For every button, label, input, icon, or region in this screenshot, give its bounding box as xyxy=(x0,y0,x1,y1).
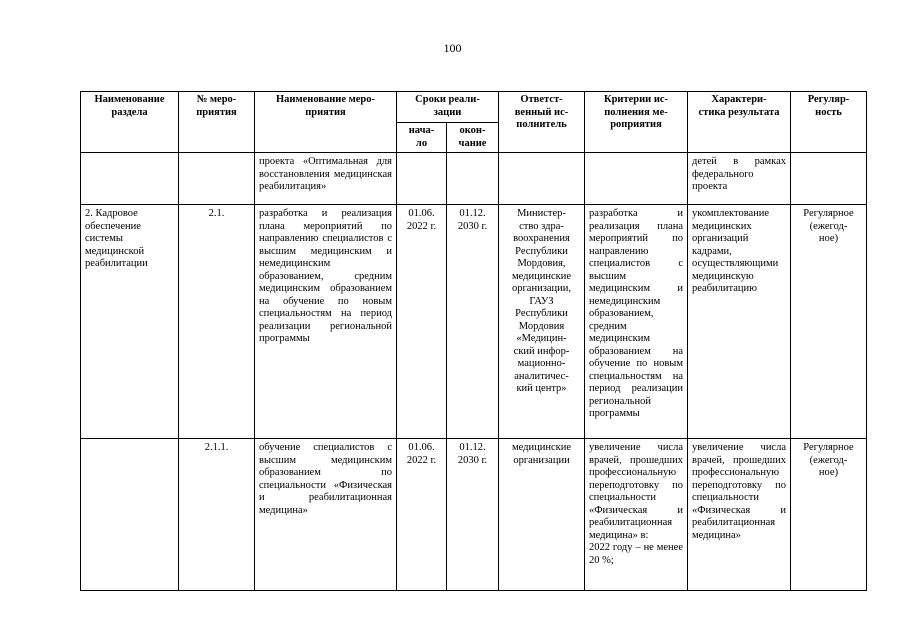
row-start: 01.06. 2022 г. xyxy=(397,205,447,439)
header-result: Характери- стика результата xyxy=(688,92,791,153)
row-no xyxy=(179,153,255,205)
header-event-name: Наименование меро- приятия xyxy=(255,92,397,153)
row-end xyxy=(447,153,499,205)
row-executor xyxy=(499,153,585,205)
row-criteria xyxy=(585,153,688,205)
table-row xyxy=(81,439,867,591)
row-section xyxy=(81,153,179,205)
row-end: 01.12. 2030 г. xyxy=(447,205,499,439)
header-criteria: Критерии ис- полнения ме- роприятия xyxy=(585,92,688,153)
row-result: укомплектование медицинских организаций кадрами, осуществляющими медицинскую реабилитацию xyxy=(688,205,791,439)
header-executor: Ответст- венный ис- полнитель xyxy=(499,92,585,153)
table-row xyxy=(81,153,867,205)
row-result: увеличение числа врачей, прошедших профессиональную переподготовку по специальности «Физическая и реабилитационная медицина» xyxy=(688,439,791,591)
events-table xyxy=(80,91,867,591)
page-number: 100 xyxy=(443,41,462,55)
table-row xyxy=(81,205,867,439)
header-period: Сроки реали- зации xyxy=(397,92,499,123)
row-section xyxy=(81,439,179,591)
row-no: 2.1. xyxy=(179,205,255,439)
header-end: окон- чание xyxy=(447,123,499,153)
row-executor: Министер- ство здра- воохранения Республики Мордовия, медицинские организации, ГАУЗ Республики Мордовия «Медицин- ский инфор- мационно- аналитичес- кий центр» xyxy=(499,205,585,439)
row-result: детей в рамках федерального проекта xyxy=(688,153,791,205)
row-executor: медицинские организации xyxy=(499,439,585,591)
header-section-name: Наименование раздела xyxy=(81,92,179,153)
row-name: проекта «Оптимальная для восстановления медицинская реабилитация» xyxy=(255,153,397,205)
row-no: 2.1.1. xyxy=(179,439,255,591)
row-end: 01.12. 2030 г. xyxy=(447,439,499,591)
row-regularity xyxy=(791,153,867,205)
header-start: нача- ло xyxy=(397,123,447,153)
row-name: обучение специалистов с высшим медицинским образованием по специальности «Физическая и реабилитационная медицина» xyxy=(255,439,397,591)
row-start xyxy=(397,153,447,205)
row-name: разработка и реализация плана мероприятий по направлению специалистов с высшим медицинским и немедицинским образованием, средним медицинским образованием на обучение по новым специальностям на период реализации региональной программы xyxy=(255,205,397,439)
row-section: 2. Кадровое обеспечение системы медицинской реабилитации xyxy=(81,205,179,439)
row-regularity: Регулярное (ежегод- ное) xyxy=(791,439,867,591)
row-start: 01.06. 2022 г. xyxy=(397,439,447,591)
header-regularity: Регуляр- ность xyxy=(791,92,867,153)
row-criteria: разработка и реализация плана мероприятий по направлению специалистов с высшим медицинским и немедицинским образованием, средним медицинским образованием на обучение по новым специальностям на период реализации региональной программы xyxy=(585,205,688,439)
row-criteria: увеличение числа врачей, прошедших профессиональную переподготовку по специальности «Физическая и реабилитационная медицина» в: 2022 году – не менее 20 %; xyxy=(585,439,688,591)
header-event-no: № меро- приятия xyxy=(179,92,255,153)
row-regularity: Регулярное (ежегод- ное) xyxy=(791,205,867,439)
